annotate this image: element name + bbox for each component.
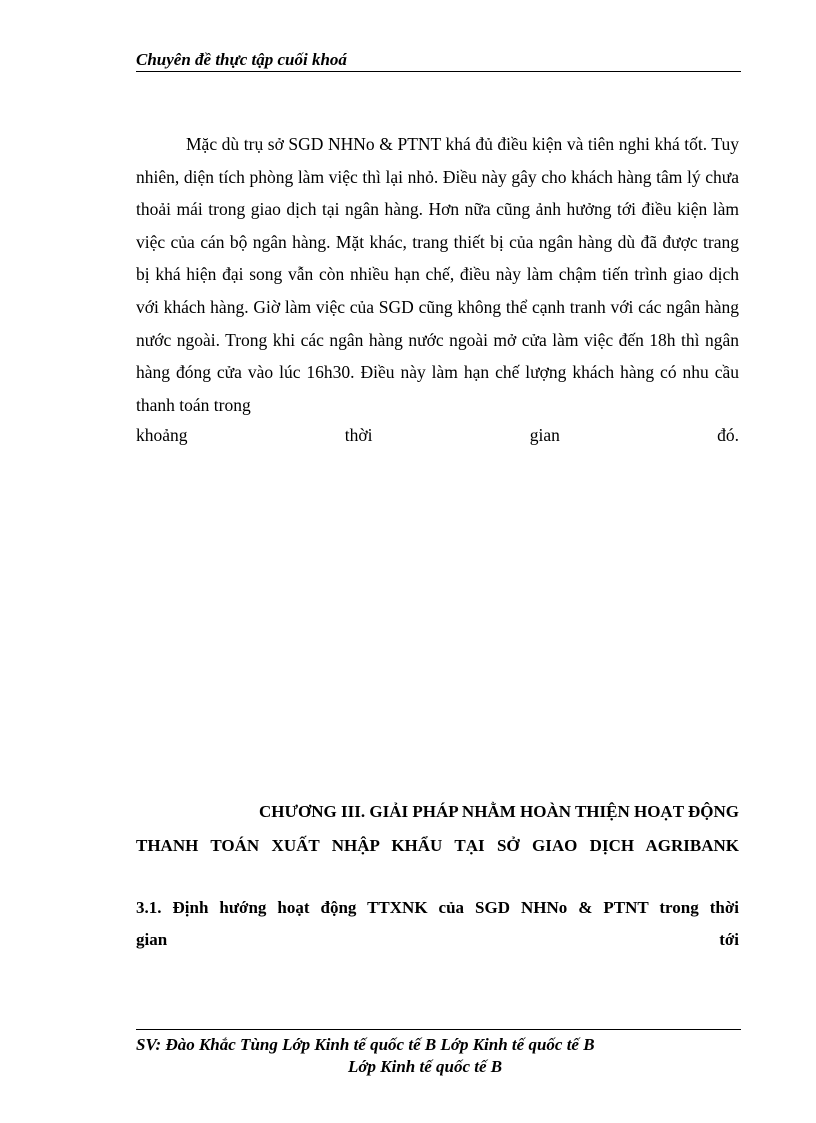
header-title: Chuyên đề thực tập cuối khoá: [136, 50, 347, 69]
section-heading: [136, 892, 739, 956]
chapter-heading-line-1: CHƯƠNG III. GIẢI PHÁP NHẰM HOÀN THIỆN HOẠT ĐỘNG: [259, 802, 739, 821]
section-heading-line-2: [136, 924, 739, 956]
body-paragraph: Mặc dù trụ sở SGD NHNo & PTNT khá đủ điều kiện và tiên nghi khá tốt. Tuy nhiên, diện tích phòng làm việc thì lại nhỏ. Điều này gây cho khách hàng tâm lý chưa thoải mái trong giao dịch tại ngân hàng. Hơn nữa cũng ảnh hưởng tới điều kiện làm việc của cán bộ ngân hàng. Mặt khác, trang thiết bị của ngân hàng dù đã được trang bị khá hiện đại song vẫn còn nhiều hạn chế, điều này làm chậm tiến trình giao dịch với khách hàng. Giờ làm việc của SGD cũng không thể cạnh tranh với các ngân hàng nước ngoài. Trong khi các ngân hàng nước ngoài mở cửa làm việc đến 18h thì ngân hàng đóng cửa vào lúc 16h30. Điều này làm hạn chế lượng khách hàng có nhu cầu thanh toán trong: [136, 134, 739, 415]
footer-divider: [136, 1029, 741, 1030]
last-line-word: gian: [529, 425, 560, 445]
footer-line-2: Lớp Kinh tế quốc tế B: [348, 1057, 503, 1076]
last-line-word: đó.: [717, 425, 739, 445]
page-header: [136, 50, 741, 70]
footer-line-1: SV: Đào Khắc Tùng Lớp Kinh tế quốc tế B Lớp Kinh tế quốc tế B: [136, 1035, 595, 1054]
section-heading-word: gian: [136, 930, 168, 949]
body-paragraph-last-line: [136, 419, 739, 452]
last-line-word: khoảng: [136, 425, 188, 445]
section-heading-line-1: 3.1. Định hướng hoạt động TTXNK của SGD NHNo & PTNT trong thời: [136, 898, 739, 917]
section-heading-word: tới: [719, 930, 739, 949]
chapter-heading: [136, 795, 739, 863]
header-divider: [136, 71, 741, 72]
chapter-heading-line-2: THANH TOÁN XUẤT NHẬP KHẨU TẠI SỞ GIAO DỊCH AGRIBANK: [136, 836, 739, 855]
last-line-word: thời: [344, 425, 373, 445]
page-footer: [136, 1034, 741, 1078]
